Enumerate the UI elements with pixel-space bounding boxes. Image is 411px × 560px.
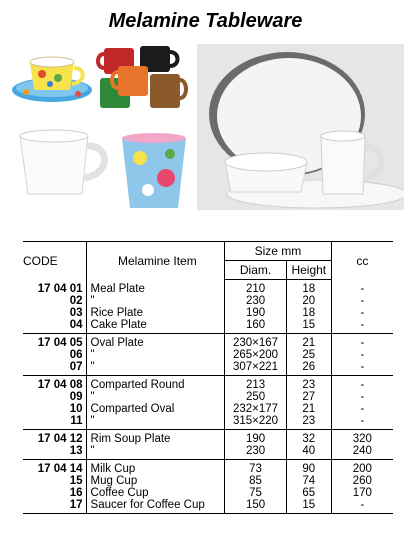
white-cup-image [14, 128, 114, 202]
cc-header: cc [331, 242, 393, 280]
row-capacity: 260 [331, 475, 393, 487]
row-height: 32 [286, 430, 331, 446]
row-height: 26 [286, 361, 331, 376]
row-height: 40 [286, 445, 331, 460]
row-code: 09 [69, 391, 83, 403]
table-row [23, 334, 393, 350]
row-capacity: 320 [331, 430, 393, 446]
row-height: 18 [286, 307, 331, 319]
row-height: 21 [286, 334, 331, 350]
row-item: Oval Plate [86, 334, 225, 350]
table-row [23, 295, 393, 307]
row-height: 21 [286, 403, 331, 415]
row-item: Saucer for Coffee Cup [86, 499, 225, 514]
row-height: 15 [286, 319, 331, 334]
row-item: " [86, 391, 225, 403]
row-diameter: 250 [225, 391, 287, 403]
colored-mugs-image [96, 44, 188, 122]
table-row [23, 430, 393, 446]
row-diameter: 315×220 [225, 415, 287, 430]
row-diameter: 230 [225, 295, 287, 307]
row-diameter: 230 [225, 445, 287, 460]
height-header: Height [286, 261, 331, 280]
row-capacity: - [331, 361, 393, 376]
row-capacity: - [331, 391, 393, 403]
row-item: Milk Cup [86, 460, 225, 476]
row-code: 11 [23, 415, 86, 430]
table-row [23, 349, 393, 361]
table-row [23, 460, 393, 476]
table-row [23, 307, 393, 319]
row-capacity: - [331, 280, 393, 296]
row-item: Rice Plate [86, 307, 225, 319]
row-code: 17 04 01 [37, 282, 83, 295]
row-item: " [86, 295, 225, 307]
row-item: Mug Cup [86, 475, 225, 487]
table-row [23, 391, 393, 403]
table-row [23, 415, 393, 430]
row-code: 10 [69, 403, 83, 415]
row-diameter: 190 [225, 430, 287, 446]
row-code: 15 [69, 475, 83, 487]
table-row [23, 361, 393, 376]
row-height: 27 [286, 391, 331, 403]
row-height: 18 [286, 280, 331, 296]
row-diameter: 73 [225, 460, 287, 476]
row-height: 23 [286, 376, 331, 392]
row-height: 25 [286, 349, 331, 361]
row-diameter: 232×177 [225, 403, 287, 415]
row-code: 16 [69, 487, 83, 499]
row-code: 02 [69, 295, 83, 307]
row-capacity: 170 [331, 487, 393, 499]
table-row [23, 403, 393, 415]
row-item: Meal Plate [86, 280, 225, 296]
printed-cup-image [118, 132, 190, 210]
row-code: 17 04 08 [37, 379, 83, 391]
row-height: 20 [286, 295, 331, 307]
table-row [23, 487, 393, 499]
table-row [23, 499, 393, 514]
row-code: 17 [23, 499, 86, 514]
row-height: 90 [286, 460, 331, 476]
row-height: 15 [286, 499, 331, 514]
row-capacity: - [331, 499, 393, 514]
size-header: Size mm [225, 242, 332, 261]
row-height: 65 [286, 487, 331, 499]
row-capacity: - [331, 295, 393, 307]
row-diameter: 160 [225, 319, 287, 334]
row-item: Comparted Round [86, 376, 225, 392]
white-tableware-set-image [197, 44, 404, 210]
row-capacity: 200 [331, 460, 393, 476]
row-item: Cake Plate [86, 319, 225, 334]
table-row [23, 475, 393, 487]
row-item: " [86, 361, 225, 376]
row-item: Comparted Oval [86, 403, 225, 415]
row-capacity: - [331, 403, 393, 415]
product-table [23, 241, 393, 514]
row-diameter: 85 [225, 475, 287, 487]
page-title: Melamine Tableware [108, 10, 303, 32]
row-capacity: - [331, 319, 393, 334]
printed-cup-saucer-image [8, 44, 94, 106]
row-capacity: - [331, 334, 393, 350]
row-code: 13 [23, 445, 86, 460]
row-diameter: 265×200 [225, 349, 287, 361]
table-row [23, 319, 393, 334]
table-row [23, 376, 393, 392]
table-row [23, 445, 393, 460]
row-height: 23 [286, 415, 331, 430]
row-capacity: - [331, 307, 393, 319]
code-header: CODE [23, 242, 86, 280]
row-diameter: 150 [225, 499, 287, 514]
row-item: " [86, 415, 225, 430]
row-capacity: - [331, 415, 393, 430]
row-capacity: - [331, 349, 393, 361]
row-diameter: 307×221 [225, 361, 287, 376]
row-diameter: 210 [225, 280, 287, 296]
row-diameter: 213 [225, 376, 287, 392]
row-diameter: 75 [225, 487, 287, 499]
product-table-body [23, 280, 393, 514]
row-code: 03 [69, 307, 83, 319]
row-code: 06 [69, 349, 83, 361]
row-item: " [86, 445, 225, 460]
row-diameter: 190 [225, 307, 287, 319]
row-capacity: - [331, 376, 393, 392]
row-diameter: 230×167 [225, 334, 287, 350]
row-item: " [86, 349, 225, 361]
diam-header: Diam. [225, 261, 287, 280]
row-code: 07 [23, 361, 86, 376]
row-item: Rim Soup Plate [86, 430, 225, 446]
table-row [23, 280, 393, 296]
row-code: 17 04 12 [37, 433, 83, 445]
row-code: 17 04 14 [37, 463, 83, 475]
row-item: Coffee Cup [86, 487, 225, 499]
row-code: 04 [23, 319, 86, 334]
row-code: 17 04 05 [37, 337, 83, 349]
row-capacity: 240 [331, 445, 393, 460]
row-height: 74 [286, 475, 331, 487]
item-header: Melamine Item [86, 242, 225, 280]
